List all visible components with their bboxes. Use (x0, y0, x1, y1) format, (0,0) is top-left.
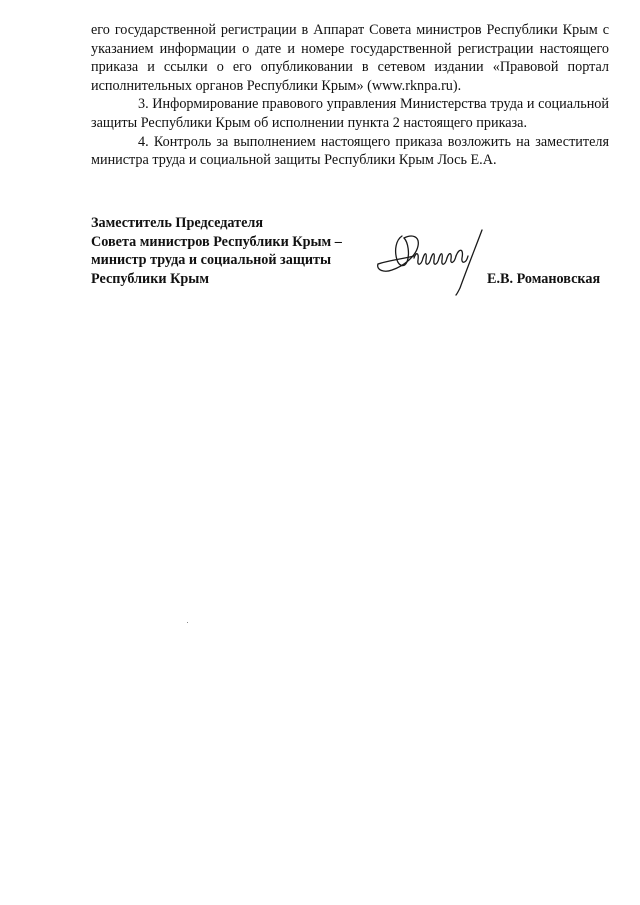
signatory-name: Е.В. Романовская (487, 271, 601, 287)
handwritten-signature (374, 226, 490, 296)
scan-speck (187, 622, 188, 623)
document-body (91, 21, 609, 170)
signatory-title-line: Совета министров Республики Крым – (91, 233, 342, 250)
signatory-title-line: Республики Крым (91, 270, 210, 287)
paragraph-item-2-continued: его государственной регистрации в Аппарат Совета министров Республики Крым с указанием информации о дате и номере государственной регистрации настоящего приказа и ссылки о его опубликовании в сетевом издании «Правовой портал исполнительных органов Республики Крым» (www.rknpa.ru). (91, 22, 609, 94)
paragraph-item-4: 4. Контроль за выполнением настоящего приказа возложить на заместителя министра труда и социальной защиты Республики Крым Лось Е.А. (91, 133, 609, 169)
paragraph-item-3: 3. Информирование правового управления Министерства труда и социальной защиты Республики Крым об исполнении пункта 2 настоящего приказа. (91, 96, 609, 131)
signatory-title-line: Заместитель Председателя (91, 215, 264, 231)
signatory-title-block (91, 214, 342, 288)
signatory-title-line: министр труда и социальной защиты (91, 252, 332, 269)
